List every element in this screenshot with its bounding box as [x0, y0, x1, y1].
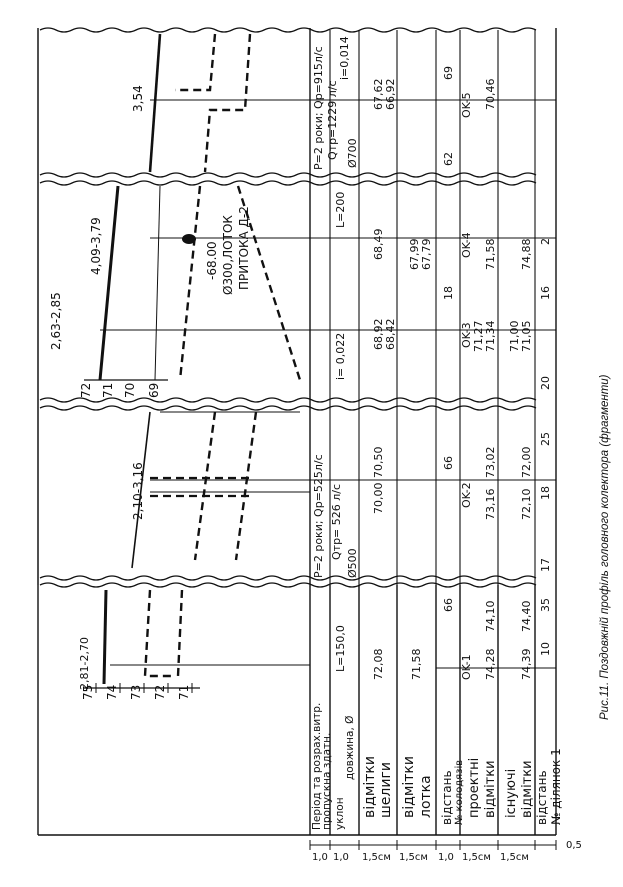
svg-text:72: 72	[79, 382, 93, 398]
svg-text:P=2 роки; Qр=915л/с: P=2 роки; Qр=915л/с	[312, 46, 325, 170]
legend-station: відстань	[535, 770, 549, 825]
svg-text:3,54: 3,54	[131, 85, 145, 112]
svg-text:1,5см: 1,5см	[462, 852, 491, 863]
svg-text:74,28: 74,28	[484, 648, 497, 680]
svg-text:74,10: 74,10	[484, 600, 497, 632]
segment-4	[131, 34, 556, 172]
svg-text:25: 25	[539, 432, 552, 446]
svg-text:70,46: 70,46	[484, 78, 497, 110]
svg-text:2,81-2,70: 2,81-2,70	[78, 637, 91, 690]
svg-text:10: 10	[539, 642, 552, 656]
svg-text:69: 69	[147, 382, 161, 398]
segment-2	[131, 412, 556, 578]
svg-text:71: 71	[177, 684, 191, 700]
svg-text:4,09-3,79: 4,09-3,79	[89, 217, 103, 275]
svg-text:ПРИТОКА Д-2: ПРИТОКА Д-2	[237, 206, 251, 290]
svg-text:1,5см: 1,5см	[399, 852, 428, 863]
svg-text:16: 16	[539, 286, 552, 300]
svg-text:66,92: 66,92	[384, 78, 397, 110]
svg-text:18: 18	[539, 486, 552, 500]
svg-text:2,10-3,16: 2,10-3,16	[131, 462, 145, 520]
svg-text:74: 74	[105, 684, 119, 700]
svg-text:Ø300,ЛОТОК: Ø300,ЛОТОК	[221, 215, 235, 295]
svg-text:70: 70	[123, 382, 137, 398]
svg-text:71,27: 71,27	[472, 320, 485, 352]
svg-text:69: 69	[442, 66, 455, 80]
svg-text:OK-4: OK-4	[460, 232, 473, 258]
svg-text:-68.00: -68.00	[205, 241, 219, 280]
svg-text:20: 20	[539, 376, 552, 390]
legend-invert-1: відмітки	[401, 756, 417, 818]
svg-text:70,00: 70,00	[372, 482, 385, 514]
svg-text:1,5см: 1,5см	[362, 852, 391, 863]
svg-text:73,16: 73,16	[484, 488, 497, 520]
svg-text:L=150,0: L=150,0	[334, 625, 347, 672]
legend-exist-2: відмітки	[520, 760, 535, 818]
svg-text:71,00: 71,00	[508, 320, 521, 352]
svg-text:2: 2	[539, 238, 552, 245]
svg-text:62: 62	[442, 152, 455, 166]
legend-length: довжина, Ø	[344, 715, 356, 780]
svg-text:1,0: 1,0	[438, 852, 454, 863]
legend-labels	[311, 703, 563, 830]
svg-text:1,0: 1,0	[312, 852, 328, 863]
svg-text:68,49: 68,49	[372, 228, 385, 260]
legend-design-2: відмітки	[483, 760, 498, 818]
svg-text:i= 0,022: i= 0,022	[334, 332, 347, 380]
svg-text:18: 18	[442, 286, 455, 300]
segment-3	[49, 186, 556, 398]
legend-design-1: проектні	[467, 757, 482, 818]
legend-sections: № ділянок 1	[549, 748, 563, 825]
svg-text:73: 73	[129, 684, 143, 700]
legend-period: Період та розрах.витр.	[311, 702, 323, 830]
legend-distance: відстань	[440, 770, 454, 825]
row-heights	[312, 840, 582, 863]
legend-capacity: пропускна здатн.	[321, 732, 333, 830]
svg-text:66: 66	[442, 456, 455, 470]
svg-text:67,79: 67,79	[420, 238, 433, 270]
svg-text:0,5: 0,5	[566, 840, 582, 851]
svg-text:68,42: 68,42	[384, 318, 397, 350]
svg-text:OK-5: OK-5	[460, 92, 473, 118]
legend-crown-1: відмітки	[362, 756, 378, 818]
svg-text:17: 17	[539, 558, 552, 572]
svg-text:66: 66	[442, 598, 455, 612]
svg-text:71,58: 71,58	[410, 648, 423, 680]
svg-text:Qтр=1229 л/с: Qтр=1229 л/с	[326, 80, 339, 160]
svg-text:Qтр= 526 л/с: Qтр= 526 л/с	[330, 483, 343, 560]
svg-text:75: 75	[81, 684, 95, 700]
svg-text:67,99: 67,99	[408, 238, 421, 270]
svg-text:35: 35	[539, 598, 552, 612]
svg-text:1,0: 1,0	[333, 852, 349, 863]
svg-text:68,92: 68,92	[372, 318, 385, 350]
svg-text:70,50: 70,50	[372, 446, 385, 478]
svg-text:i=0,014: i=0,014	[338, 36, 351, 80]
svg-text:71,58: 71,58	[484, 238, 497, 270]
svg-text:P=2 роки; Qр=525л/с: P=2 роки; Qр=525л/с	[312, 454, 325, 578]
svg-text:2,63-2,85: 2,63-2,85	[49, 292, 63, 350]
svg-text:67,62: 67,62	[372, 78, 385, 110]
svg-text:71,34: 71,34	[484, 320, 497, 352]
svg-text:Ø500: Ø500	[346, 548, 359, 578]
svg-text:72,08: 72,08	[372, 648, 385, 680]
svg-text:72,10: 72,10	[520, 488, 533, 520]
svg-text:OK-1: OK-1	[460, 654, 473, 680]
svg-text:OK-3: OK-3	[460, 322, 473, 348]
legend-wells: № колодязів	[454, 759, 465, 825]
legend-invert-2: лотка	[418, 775, 434, 818]
figure-caption	[583, 160, 611, 720]
svg-text:OK-2: OK-2	[460, 482, 473, 508]
segment-1	[78, 590, 556, 700]
svg-text:1,5см: 1,5см	[500, 852, 529, 863]
legend-crown-2: шелиги	[378, 762, 394, 818]
svg-text:73,02: 73,02	[484, 446, 497, 478]
svg-text:74,40: 74,40	[520, 600, 533, 632]
svg-text:71,05: 71,05	[520, 320, 533, 352]
legend-exist-1: існуючі	[504, 768, 519, 818]
legend-slope: уклон	[334, 797, 346, 830]
svg-text:72,00: 72,00	[520, 446, 533, 478]
svg-text:74,39: 74,39	[520, 648, 533, 680]
svg-text:Ø700: Ø700	[346, 138, 359, 168]
caption-text: Рис.11. Поздовжній профіль головного колектора (фрагменти)	[599, 374, 611, 720]
table-legend	[38, 28, 556, 850]
svg-text:71: 71	[101, 382, 115, 398]
svg-text:L=200: L=200	[334, 191, 347, 228]
svg-text:72: 72	[153, 684, 167, 700]
svg-text:74,88: 74,88	[520, 238, 533, 270]
